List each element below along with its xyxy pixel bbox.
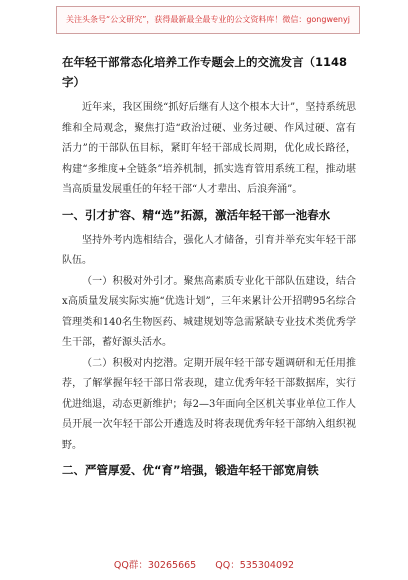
section-heading-2: 二、严管厚爱、优“育”培强，锻造年轻干部宽肩铁 [62, 463, 319, 477]
footer-contact [0, 557, 408, 571]
document-page [62, 52, 356, 486]
header-banner: 关注头条号“公文研究”，获得最新最全最专业的公文资料库！微信：gongwenyj [56, 6, 360, 34]
intro-paragraph: 近年来，我区围绕“抓好后继有人这个根本大计”，坚持系统思维和全局观念，聚焦打造“政治过硬、业务过硬、作风过硬、富有活力”的干部队伍目标，紧盯年轻干部成长周期，优化成长路径，构建“多维度+全链条”培养机制，抓实选育管用系统工程，推动堪当高质量发展重任的年轻干部“人才辈出、后浪奔涌”。 [62, 102, 356, 195]
document-title: 在年轻干部常态化培养工作专题会上的交流发言（1148字） [62, 55, 348, 89]
section1-item1: （一）积极对外引才。聚焦高素质专业化干部队伍建设，结合x高质量发展实际实施“优选计划”，三年来累计公开招聘95名综合管理类和140名生物医药、城建规划等急需紧缺专业技术类优秀学生干部，蓄好源头活水。 [62, 275, 356, 348]
section1-item2: （二）积极对内挖潜。定期开展年轻干部专题调研和无任用推荐，了解掌握年轻干部日常表现，建立优秀年轻干部数据库，实行优进绌退，动态更新维护；每2—3年面向全区机关事业单位工作人员开展一次年轻干部公开遴选及时将表现优秀年轻干部纳入组织视野。 [62, 357, 356, 451]
section1-intro: 坚持外考内选相结合，强化人才储备，引育并举充实年轻干部队伍。 [62, 234, 356, 266]
section-heading-1: 一、引才扩容、精“选”拓源，激活年轻干部一池春水 [62, 207, 331, 222]
footer-qq-group: QQ群：30265665 [113, 560, 197, 571]
footer-qq: QQ：535304092 [215, 560, 295, 571]
